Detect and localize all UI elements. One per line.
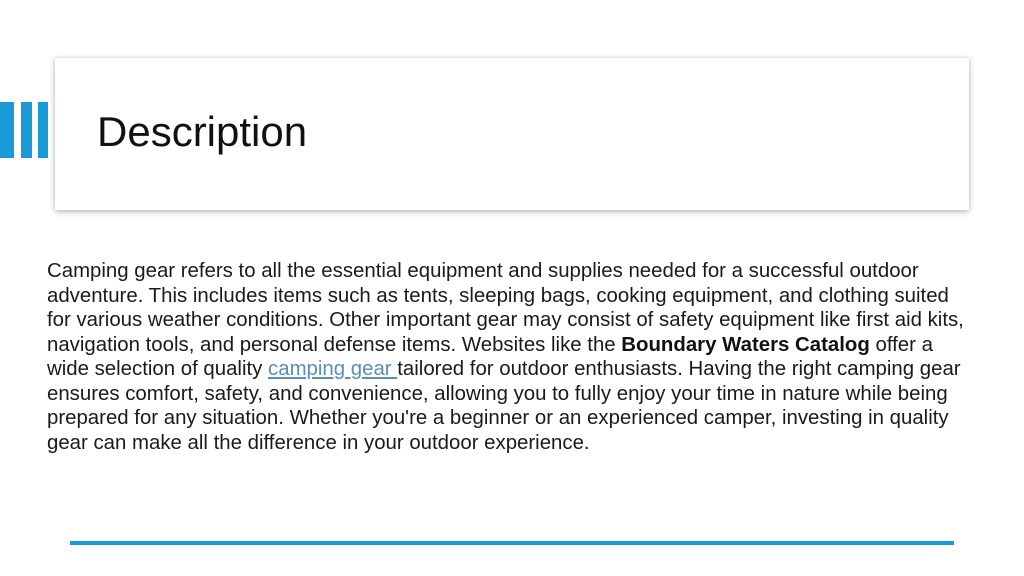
body-text-part: offer a wide selection of quality <box>47 333 933 380</box>
catalog-name: Boundary Waters Catalog <box>621 333 870 356</box>
bottom-divider <box>70 541 954 545</box>
accent-bar <box>21 102 32 158</box>
description-paragraph <box>47 259 977 455</box>
title-card <box>55 58 969 210</box>
body-text-part: tailored for outdoor enthusiasts. Having the right camping gear ensures comfort, safety, and convenience, allowing you to fully enjoy your time in nature while being prepared for any situation. Whether you're a beginner or an experienced camper, investing in quality gear can make all the difference in your outdoor experience. <box>47 358 961 454</box>
body-text-part: Camping gear refers to all the essential equipment and supplies needed for a successful outdoor adventure. This includes items such as tents, sleeping bags, cooking equipment, and clothing suited for various weather conditions. Other important gear may consist of safety equipment like first aid kits, navigation tools, and personal defense items. Websites like the <box>47 260 964 356</box>
slide-title: Description <box>97 108 308 155</box>
camping-gear-link[interactable]: camping gear <box>268 358 398 380</box>
accent-bar <box>38 102 48 158</box>
accent-bar <box>0 102 14 158</box>
accent-bars-decoration <box>0 102 54 158</box>
